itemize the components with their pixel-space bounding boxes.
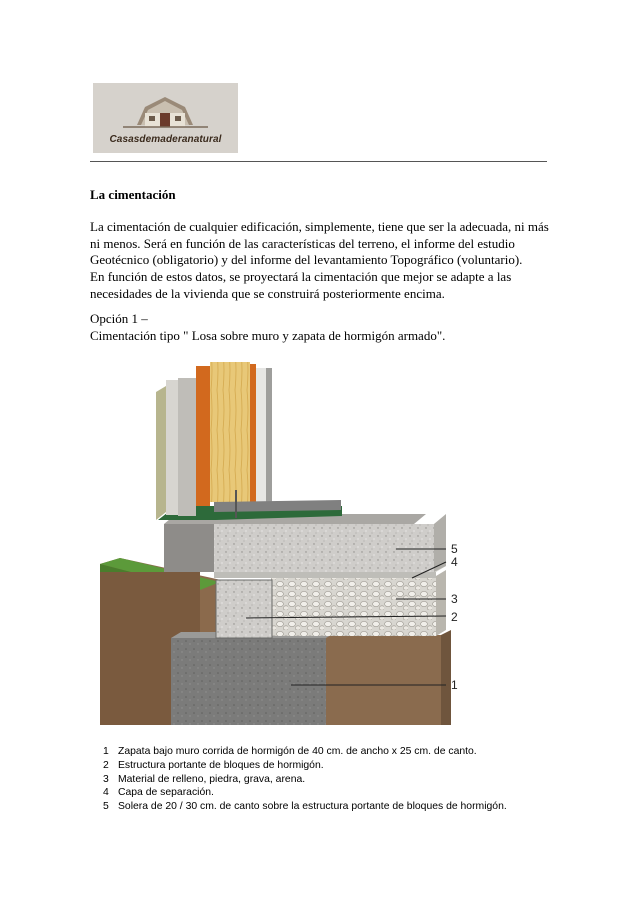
legend-text: Material de relleno, piedra, grava, arena.	[118, 773, 306, 785]
paragraph-line: necesidades de la vivienda que se construirá posteriormente encima.	[90, 285, 445, 301]
section-title: La cimentación	[90, 187, 176, 202]
paragraph-line: En función de estos datos, se proyectará la cimentación que mejor se adapte a las	[90, 269, 512, 285]
callout-1: 1	[451, 678, 458, 692]
legend-item	[103, 759, 507, 773]
legend-item	[103, 745, 507, 759]
legend-number: 4	[103, 787, 109, 799]
option-label: Opción 1 –	[90, 311, 148, 326]
diagram-legend	[103, 745, 507, 814]
paragraph-line: ni menos. Será en función de las características del terreno, el informe del estudio	[90, 235, 515, 251]
option-description: Cimentación tipo " Losa sobre muro y zapata de hormigón armado".	[90, 327, 446, 343]
legend-text: Solera de 20 / 30 cm. de canto sobre la estructura portante de bloques de hormigón.	[118, 801, 507, 813]
callout-3: 3	[451, 592, 458, 606]
legend-text: Estructura portante de bloques de hormigón.	[118, 759, 324, 771]
legend-number: 1	[103, 746, 109, 757]
foundation-section-illustration	[96, 350, 496, 725]
legend-number: 2	[103, 759, 109, 771]
callout-5: 5	[451, 542, 458, 556]
legend-item	[103, 773, 507, 787]
company-logo	[93, 83, 238, 153]
legend-text: Capa de separación.	[118, 787, 214, 799]
option-block	[90, 311, 560, 344]
header-divider	[90, 161, 547, 162]
legend-number: 5	[103, 801, 109, 813]
callout-4: 4	[451, 555, 458, 569]
legend-item	[103, 786, 507, 800]
logo-text: Casasdemaderanatural	[109, 134, 222, 145]
paragraph-line: La cimentación de cualquier edificación, simplemente, tiene que ser la adecuada, ni más	[90, 219, 549, 234]
intro-paragraph	[90, 219, 560, 303]
foundation-diagram	[96, 350, 496, 725]
callout-2: 2	[451, 610, 458, 624]
legend-text: Zapata bajo muro corrida de hormigón de 40 cm. de ancho x 25 cm. de canto.	[118, 746, 477, 757]
paragraph-line: Geotécnico (obligatorio) y del informe del levantamiento Topográfico (voluntario).	[90, 252, 523, 268]
legend-number: 3	[103, 773, 109, 785]
legend-item	[103, 800, 507, 814]
